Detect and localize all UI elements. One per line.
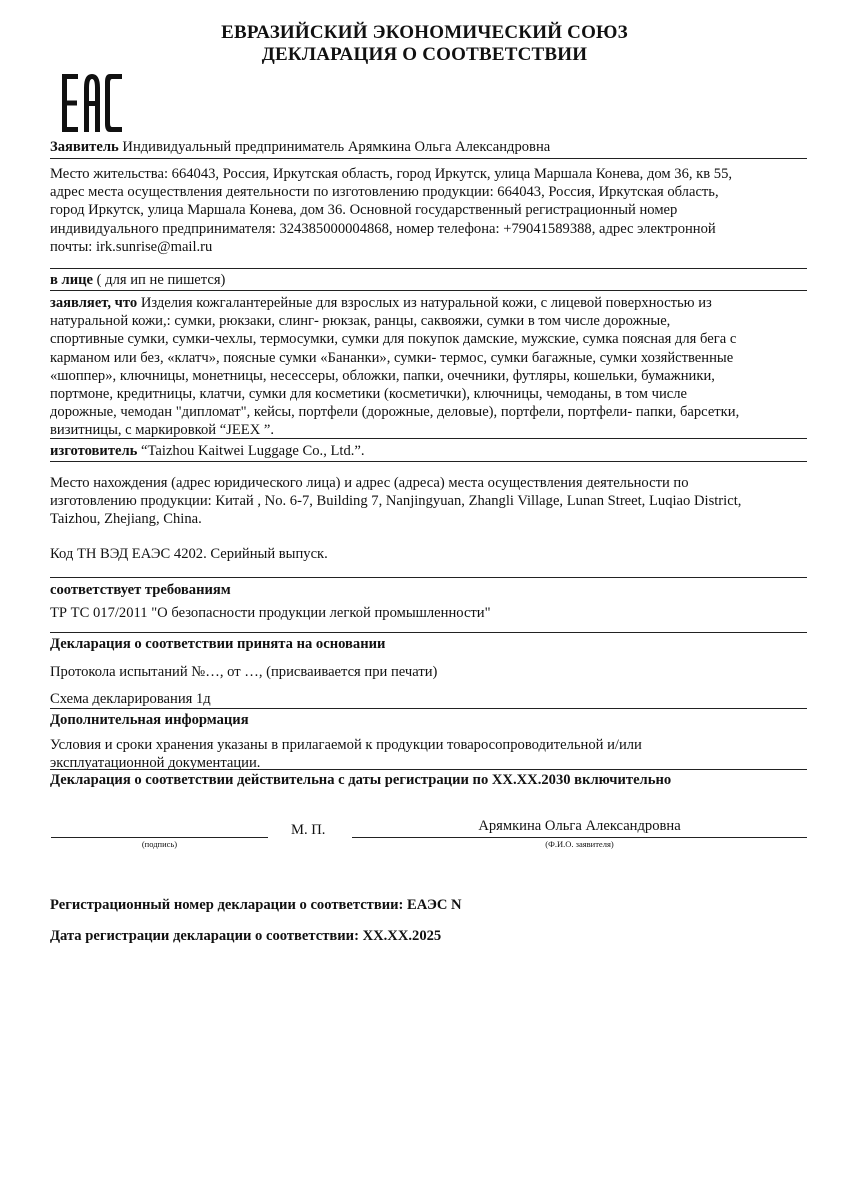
address-line: Место жительства: 664043, Россия, Иркутская область, город Иркутск, улица Маршала Конева, дом 36, кв 55, [50,166,733,182]
registration-date: Дата регистрации декларации о соответствии: XX.XX.2025 [50,928,442,944]
person-label: в лице [50,272,94,288]
declares-line: спортивные сумки, сумки-чехлы, термосумки, сумки для покупок дамские, мужские, сумка поясная для бега с [50,331,737,348]
applicant-value: Индивидуальный предприниматель Арямкина Ольга Александровна [118,139,551,155]
location-line: Место нахождения (адрес юридического лица) и адрес (адреса) места осуществления деятельности по [50,475,689,491]
validity-statement: Декларация о соответствии действительна с даты регистрации по XX.XX.2030 включительно [50,772,672,788]
declares-line: портмоне, кредитницы, клатчи, сумки для косметики (косметички), ключницы, чемоданы, в том числе [50,386,687,403]
name-caption: (Ф.И.О. заявителя) [545,839,614,849]
applicant-label: Заявитель [50,139,119,155]
registration-number: Регистрационный номер декларации о соответствии: ЕАЭС N [50,897,462,913]
divider [50,290,807,291]
person-row [50,271,810,289]
basis-scheme: Схема декларирования 1д [50,691,211,707]
additional-info [50,736,810,772]
additional-label: Дополнительная информация [50,712,249,728]
divider [50,769,807,770]
additional-line: эксплуатационной документации. [50,755,261,772]
conforms-label: соответствует требованиям [50,582,231,598]
basis-protocol: Протокола испытаний №…, от …, (присваивается при печати) [50,664,438,680]
header-union-title: ЕВРАЗИЙСКИЙ ЭКОНОМИЧЕСКИЙ СОЮЗ [221,22,628,43]
declares-first-line: Изделия кожгалантерейные для взрослых из натуральной кожи, с лицевой поверхностью из [137,295,712,311]
person-value: ( для ип не пишется) [93,272,226,288]
declares-line: натуральной кожи,: сумки, рюкзаки, слинг- рюкзак, ранцы, саквояжи, сумки в том числе дорожные, [50,313,671,330]
applicant-row [50,138,810,156]
divider [50,268,807,269]
address-line: индивидуального предпринимателя: 324385000004868, номер телефона: +79041589388, адрес электронной [50,220,716,237]
declares-line: дорожные, чемодан "дипломат", кейсы, портфели (дорожные, деловые), портфели, портфели- папки, барсетки, [50,404,740,421]
manufacturer-value: “Taizhou Kaitwei Luggage Co., Ltd.”. [137,443,365,459]
divider [50,708,807,709]
header-declaration-title: ДЕКЛАРАЦИЯ О СООТВЕТСТВИИ [261,44,588,65]
declares-line: карманом или без, «клатч», поясные сумки «Бананки», сумки- термос, сумки багажные, сумки хозяйственные [50,349,734,366]
location-line: изготовлению продукции: Китай , No. 6-7, Building 7, Nanjingyuan, Zhangli Village, Lunan Street, Luqiao District, [50,493,742,510]
manufacturer-row [50,442,810,460]
name-line [352,837,807,838]
manufacturer-label: изготовитель [50,443,138,459]
divider [50,438,807,439]
declares-line: «шоппер», ключницы, монетницы, несессеры, обложки, папки, очечники, футляры, кошельки, бумажники, [50,367,715,384]
hs-code: Код ТН ВЭД ЕАЭС 4202. Серийный выпуск. [50,546,328,562]
eac-logo-icon [60,72,124,134]
conforms-value: ТР ТС 017/2011 "О безопасности продукции легкой промышленности" [50,605,491,621]
declares-label: заявляет, что [50,295,138,311]
declares-line: визитницы, с маркировкой “JEEX ”. [50,422,275,439]
address-line: адрес места осуществления деятельности по изготовлению продукции: 664043, Россия, Иркутская область, [50,184,719,201]
applicant-address [50,165,810,256]
stamp-place: М. П. [291,822,326,838]
address-line: город Иркутск, улица Маршала Конева, дом 36. Основной государственный регистрационный номер [50,202,678,219]
declares-block [50,294,810,440]
address-line: почты: irk.sunrise@mail.ru [50,238,213,255]
divider [50,577,807,578]
basis-label: Декларация о соответствии принята на основании [50,636,386,652]
additional-line: Условия и сроки хранения указаны в прилагаемой к продукции товаросопроводительной и/или [50,737,642,753]
divider [50,158,807,159]
applicant-full-name: Арямкина Ольга Александровна [478,818,681,834]
divider [50,461,807,462]
manufacturer-location [50,474,810,529]
divider [50,632,807,633]
signature-line [51,837,268,838]
signature-caption: (подпись) [141,839,178,849]
location-line: Taizhou, Zhejiang, China. [50,511,202,528]
